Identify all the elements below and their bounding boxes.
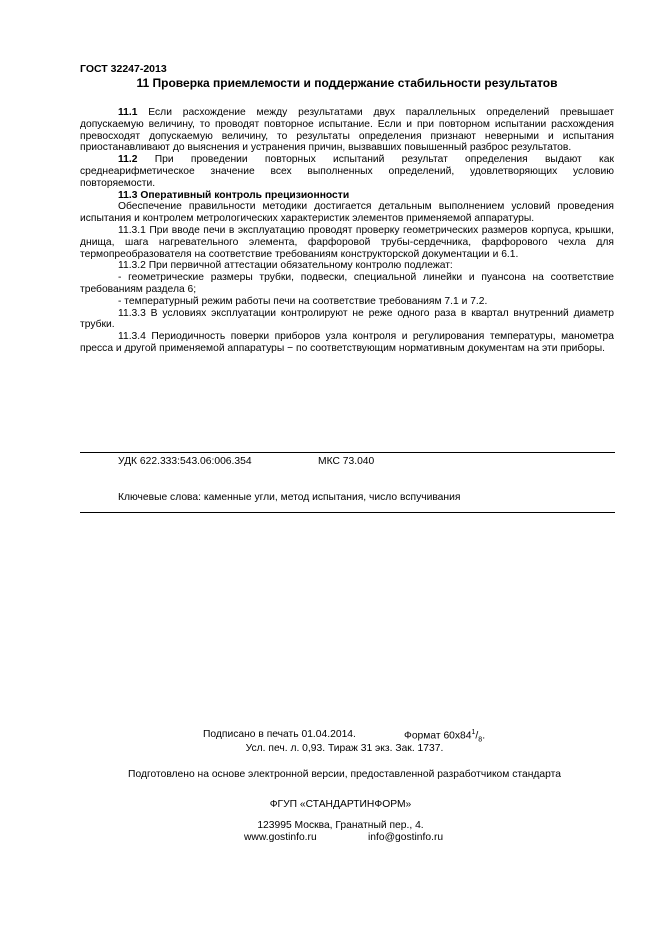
section-title: 11 Проверка приемлемости и поддержание стабильности результатов [136, 76, 558, 90]
clause-number: 11.1 [118, 107, 138, 118]
document-header: ГОСТ 32247-2013 [80, 63, 167, 75]
paragraph-11-3: Обеспечение правильности методики достигается детальным выполнением условий проведения испытания и контролем метрологических характеристик элементов применяемой аппаратуры. [80, 201, 614, 225]
clause-text: Если расхождение между результатами двух параллельных определений превышает допускаемую величину, то проводят повторное испытание. Если и при повторном испытании расхождения превосходят допускаемую величину, то результаты определения признают неверными и испытания приостанавливают до выяснения и устранения причин, вызвавших повышенный разброс результатов. [80, 107, 614, 154]
divider-bottom [80, 512, 615, 513]
mks-code: МКС 73.040 [318, 456, 375, 467]
list-item-geometry: - геометрические размеры трубки, подвески, специальной линейки и пуансона на соответствие требованиям раздела 6; [80, 272, 614, 295]
section-body [80, 107, 614, 355]
keywords: Ключевые слова: каменные угли, метод испытания, число вспучивания [118, 492, 461, 503]
clause-number: 11.2 [118, 154, 138, 166]
list-item-temperature: - температурный режим работы печи на соответствие требованиям 7.1 и 7.2. [118, 295, 488, 307]
imprint-signed: Подписано в печать 01.04.2014. [203, 729, 356, 740]
udk-code: УДК 622.333:543.06:006.354 [118, 456, 252, 467]
imprint-print-info: Усл. печ. л. 0,93. Тираж 31 экз. Зак. 1737. [245, 743, 444, 754]
clause-text: При проведении повторных испытаний результат определения выдают как среднеарифметическое значение всех выполненных определений, удовлетворяющих условию повторяемости. [80, 154, 614, 189]
paragraph-11-2 [80, 154, 614, 189]
divider-top [80, 452, 615, 453]
prepared-note: Подготовлено на основе электронной версии, предоставленной разработчиком стандарта [128, 769, 561, 780]
paragraph-11-3-1: 11.3.1 При вводе печи в эксплуатацию проводят проверку геометрических размеров корпуса, крышки, днища, шага нагревательного элемента, фарфоровой трубы-сердечника, фарфорового чехла для термопреобразователя на соответствие требованиям конструкторской документации и 6.1. [80, 224, 614, 260]
email-link[interactable]: info@gostinfo.ru [368, 832, 444, 843]
paragraph-11-1 [80, 107, 614, 154]
paragraph-11-3-3: 11.3.3 В условиях эксплуатации контролируют не реже одного раза в квартал внутренний диаметр трубки. [80, 307, 614, 331]
paragraph-11-3-2: 11.3.2 При первичной аттестации обязательному контролю подлежат: [118, 260, 453, 272]
paragraph-11-3-4: 11.3.4 Периодичность поверки приборов узла контроля и регулирования температуры, манометра пресса и другой применяемой аппаратуры − по соответствующим нормативным документам на эти приборы. [80, 331, 614, 354]
website-link[interactable]: www.gostinfo.ru [244, 832, 317, 843]
publisher-name: ФГУП «СТАНДАРТИНФОРМ» [269, 799, 412, 810]
subsection-heading: 11.3 Оперативный контроль прецизионности [118, 189, 350, 201]
publisher-address: 123995 Москва, Гранатный пер., 4. [257, 820, 424, 831]
imprint-format: Формат $60x84^1/_8$. [404, 729, 486, 744]
